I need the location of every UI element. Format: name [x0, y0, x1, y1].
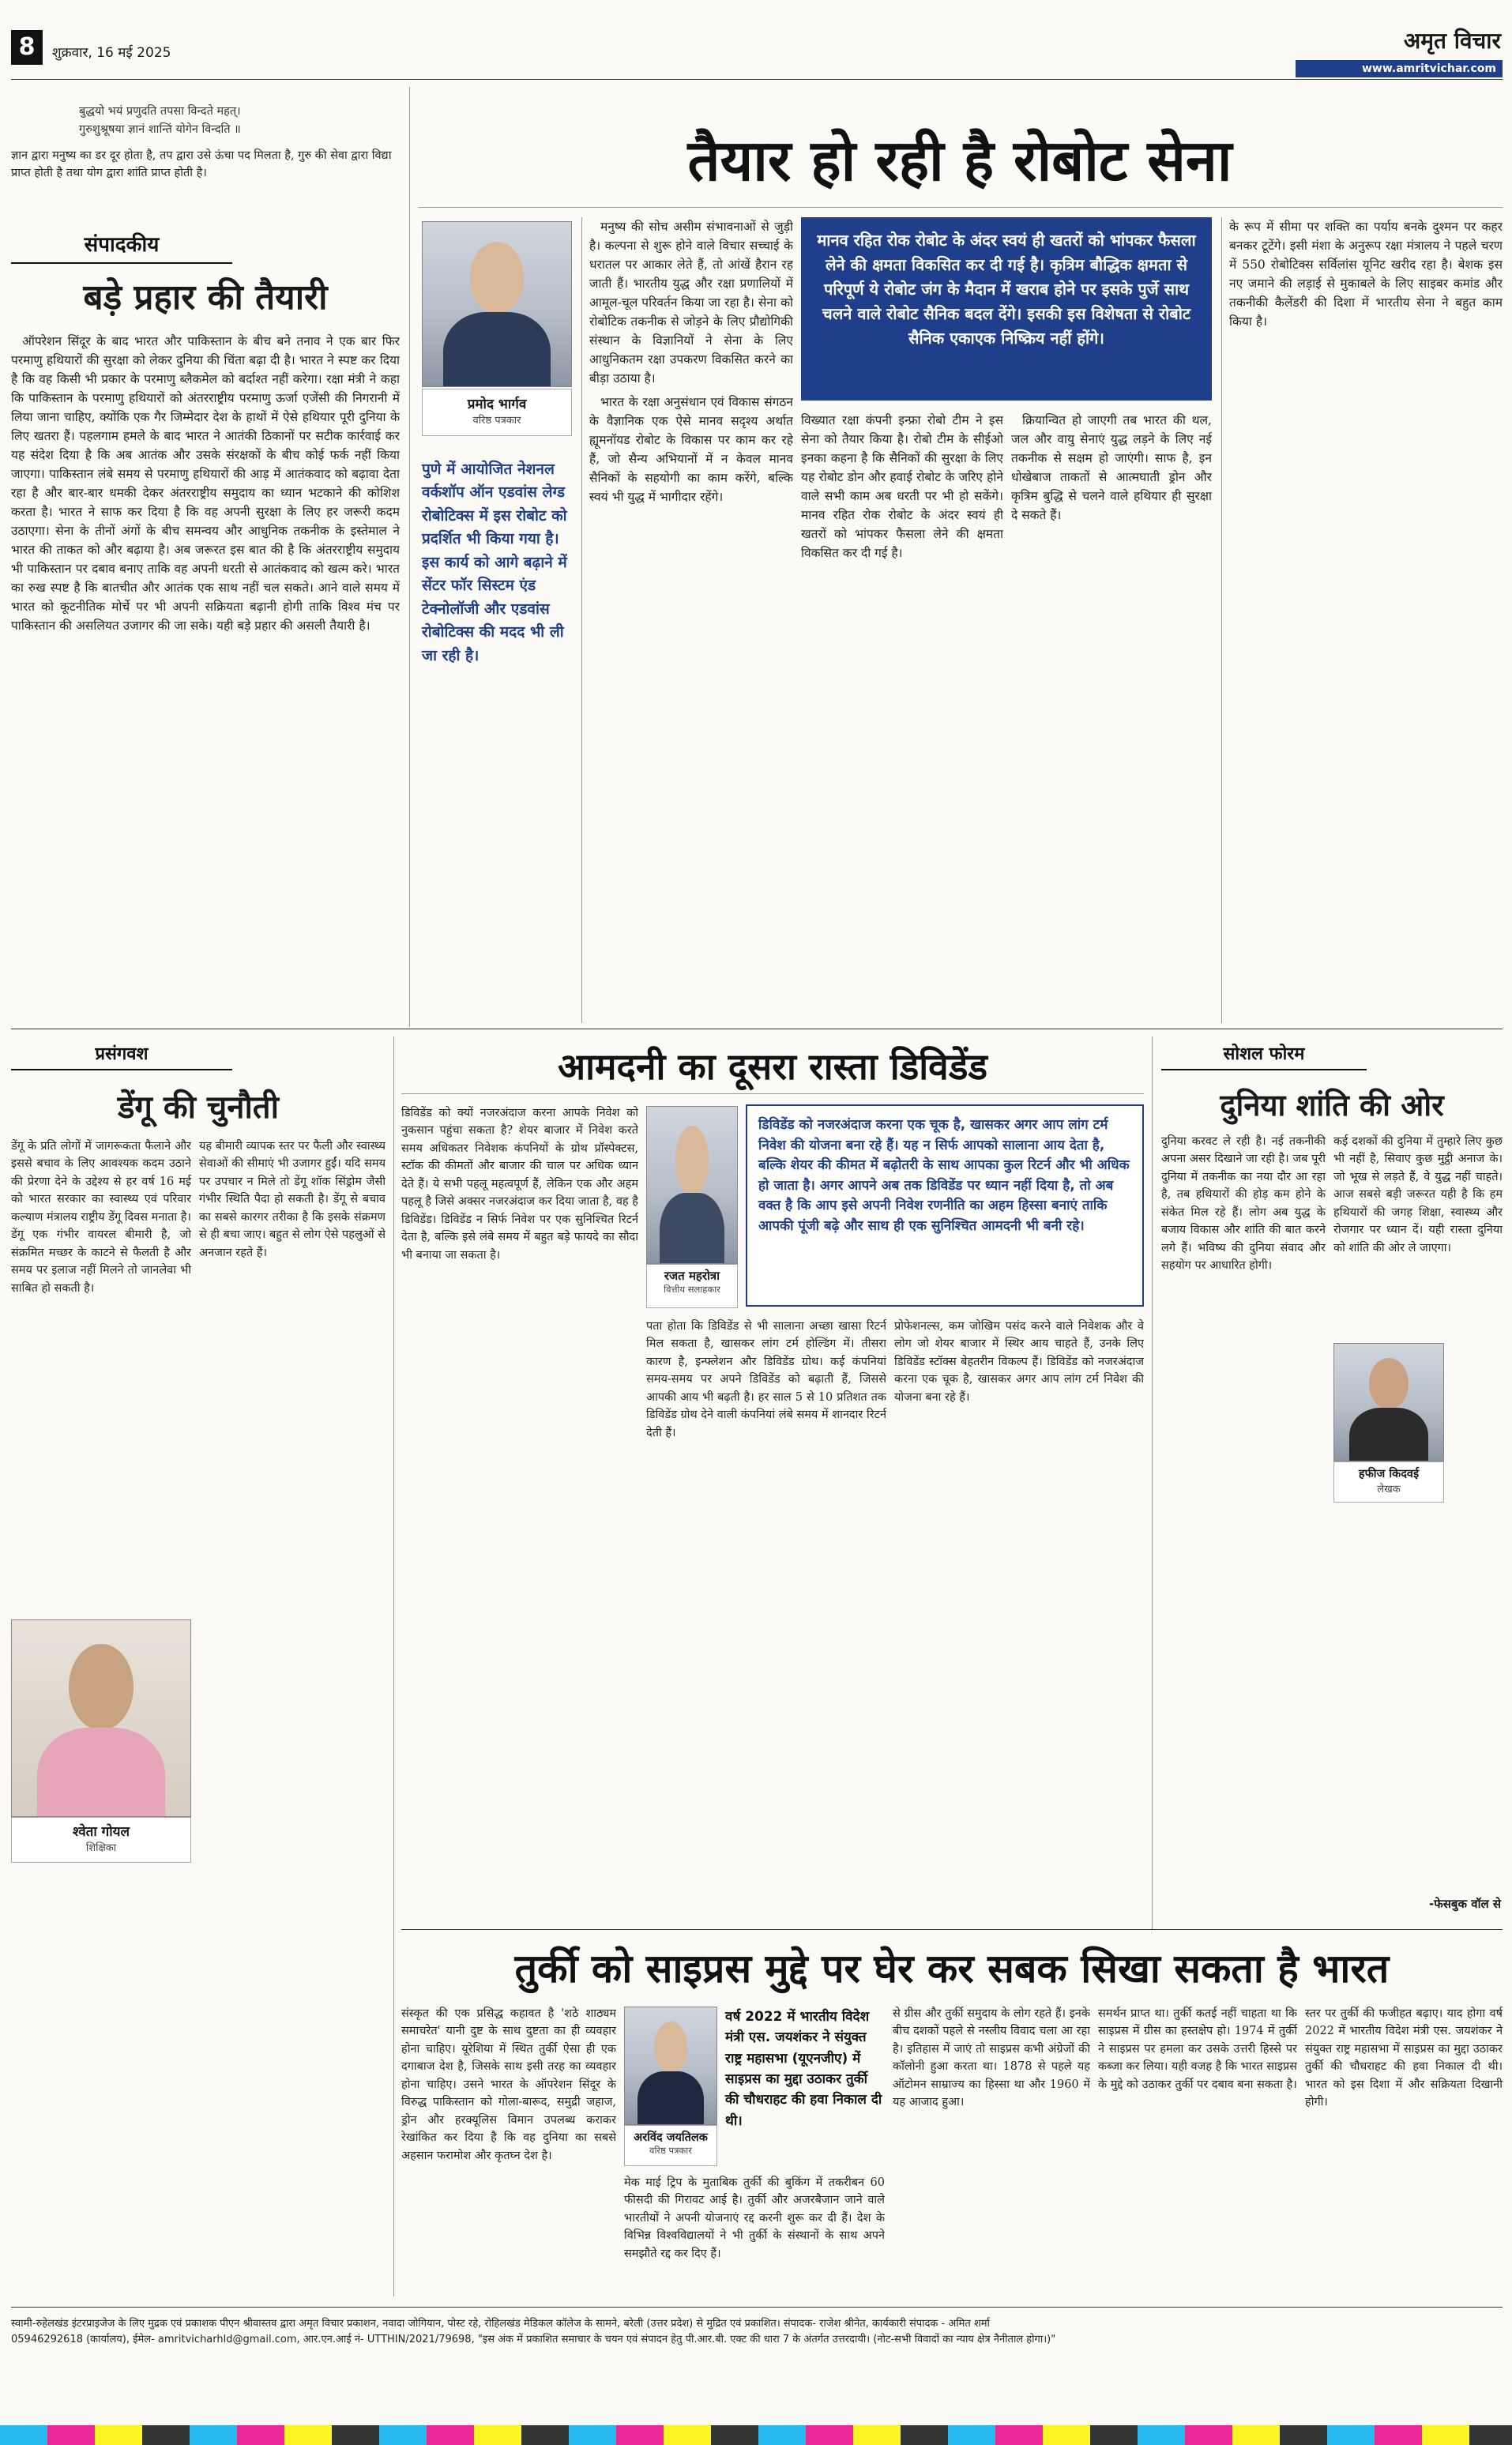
- dengue-tag: प्रसंगवश: [11, 1041, 232, 1070]
- dividend-body-3: प्रोफेशनल्स, कम जोखिम पसंद करने वाले निवेशक और वे लोग जो शेयर बाजार में स्थिर आय चाहते हैं, उनके लिए डिविडेंड स्टॉक्स बेहतरीन विकल्प हैं। डिविडेंड को नजरअंदाज करना एक चूक है, खासकर अगर आप लांग टर्म निवेश की योजना बना रहे हैं।: [894, 1320, 1144, 1404]
- dengue-author-name: श्वेता गोयल: [72, 1824, 130, 1840]
- turkey-author-name: अरविंद जयतिलक: [634, 2131, 708, 2144]
- robot-body-5: के रूप में सीमा पर शक्ति का पर्याय बनके दुश्मन पर कहर बनकर टूटेंगे। इसी मंशा के अनुरूप रक्षा मंत्रालय ने पहले चरण में 550 रोबोटिक्स सर्विलांस यूनिट खरीद रहा है। बेशक इस नए जमाने की लड़ाई से मुकाबले के लिए साइबर कमांड और तकनीकी कैलेंडरी की दिशा में भारतीय सेना ने बहुत काम किया है।: [1229, 220, 1503, 329]
- editorial-headline: बड़े प्रहार की तैयारी: [83, 277, 328, 318]
- robot-body-1-p2: भारत के रक्षा अनुसंधान एवं विकास संगठन के वैज्ञानिक एक ऐसे मानव सदृश्य अर्थात ह्यूमनॉयड रोबोट के विकास पर काम कर रहे हैं, जो सैन्य अभियानों में न केवल मानव सैनिकों के सहयोगी का काम करेंगे, बल्कि स्वयं भी युद्ध में भागीदार रहेंगे।: [589, 395, 793, 505]
- peace-body-2: कई दशकों की दुनिया में तुम्हारे लिए कुछ भी नहीं है, सिवाए कुछ मुट्ठी अनाज के। जो भूख से लड़ते हैं, वे युद्ध नहीं चाहते। आज सबसे बड़ी जरूरत यही है कि हम हथियारों की जगह शिक्षा, स्वास्थ्य और रोजगार पर ध्यान दें। यही रास्ता दुनिया को शांति की ओर ले जाएगा।: [1333, 1135, 1503, 1254]
- dividend-body-2: पता होता कि डिविडेंड से भी सालाना अच्छा खासा रिटर्न मिल सकता है, खासकर लांग टर्म होल्डिंग में। तीसरा कारण है, इन्फ्लेशन और डिविडेंड ग्रोथ। कई कंपनियां समय-समय पर अपने डिविडेंड को बढ़ाती हैं, जिससे आपकी आय भी बढ़ती है। हर साल 5 से 10 प्रतिशत तक डिविडेंड ग्रोथ देने वाली कंपनियां लंबे समय में शानदार रिटर्न देती हैं।: [646, 1320, 886, 1439]
- editorial-body: ऑपरेशन सिंदूर के बाद भारत और पाकिस्तान के बीच बने तनाव ने एक बार फिर परमाणु हथियारों की सुरक्षा को लेकर दुनिया की चिंता बढ़ा दी है। भारत ने स्पष्ट कर दिया है कि वह किसी भी प्रकार के परमाणु ब्लैकमेल को बर्दाश्त नहीं करेगा। रक्षा मंत्री ने कहा कि पाकिस्तान के परमाणु हथियारों को अंतरराष्ट्रीय परमाणु ऊर्जा एजेंसी की निगरानी में लिया जाना चाहिए, क्योंकि एक गैर जिम्मेदार देश के हाथों में ऐसे हथियार पूरी दुनिया के लिए खतरा हैं। पहलगाम हमले के बाद भारत ने आतंकी ठिकानों पर सटीक कार्रवाई कर यह संदेश दिया है कि अब आतंक और उसके संरक्षकों के बीच कोई फर्क नहीं किया जाएगा। पाकिस्तान लंबे समय से परमाणु हथियारों की आड़ में आतंकवाद को बढ़ावा देता रहा है और बार-बार धमकी देकर अंतरराष्ट्रीय समुदाय का ध्यान भटकाने की कोशिश करता है। भारत ने साफ कर दिया है कि वह अपनी सुरक्षा के लिए हर जरूरी कदम उठाएगा। सेना के तीनों अंगों के बीच समन्वय और आधुनिक तकनीक के इस्तेमाल ने भारत की ताकत को और बढ़ाया है। अब जरूरत इस बात की है कि अंतरराष्ट्रीय समुदाय भी पाकिस्तान पर दबाव बनाए ताकि वह अपनी धरती से आतंकवाद को खत्म करे। भारत का रुख स्पष्ट है कि बातचीत और आतंक एक साथ नहीं चल सकते। आने वाले समय में भारत को कूटनीतिक मोर्चे पर भी अपनी सक्रियता बढ़ानी होगी ताकि विश्व मंच पर पाकिस्तान की असलियत उजागर की जा सके। यही बड़े प्रहार की असली तैयारी है।: [11, 334, 400, 634]
- peace-body-1: दुनिया करवट ले रही है। नई तकनीकी अपना असर दिखाने जा रही है। जब पूरी दुनिया में तकनीक का नया दौर आ रहा है, तब हथियारों की होड़ कम होने के संकेत मिल रहे हैं। लोग अब युद्ध के बजाय विकास और शांति की बात करने लगे हैं। भविष्य की दुनिया संवाद और सहयोग पर आधारित होगी।: [1161, 1135, 1326, 1273]
- turkey-headline: तुर्की को साइप्रस मुद्दे पर घेर कर सबक सिखा सकता है भारत: [514, 1946, 1390, 1992]
- robot-author-role: वरिष्ठ पत्रकार: [472, 415, 521, 427]
- footer-imprint: [11, 2316, 1503, 2348]
- editorial-divider: [409, 87, 410, 1027]
- peace-author-name: हफीज किदवई: [1358, 1468, 1420, 1480]
- issue-date: शुक्रवार, 16 मई 2025: [52, 45, 171, 61]
- sanskrit-verse: [79, 103, 340, 139]
- turkey-author-caption: [624, 2125, 717, 2166]
- header-rule: [11, 79, 1503, 80]
- page-header: [0, 0, 1512, 79]
- robot-headline: तैयार हो रही है रोबोट सेना: [687, 127, 1232, 194]
- peace-credit: -फेसबुक वॉल से: [1429, 1897, 1501, 1911]
- robot-body-1: [589, 217, 793, 1015]
- dividend-divider: [1152, 1036, 1153, 1929]
- peace-author-photo: [1333, 1343, 1444, 1461]
- robot-body-3b: [1011, 411, 1212, 1015]
- turkey-body-3: से ग्रीस और तुर्की समुदाय के लोग रहते हैं। इनके बीच दशकों पहले से नस्लीय विवाद चला आ रहा है। इतिहास में जाएं तो साइप्रस कभी अंग्रेजों की कॉलोनी हुआ करता था। 1878 से पहले यह ऑटोमन साम्राज्य का हिस्सा था और 1960 में यह आजाद हुआ।: [893, 2007, 1090, 2109]
- footer-imprint-line: स्वामी-रुहेलखंड इंटरप्राइजेज के लिए मुद्रक एवं प्रकाशक पीएन श्रीवास्तव द्वारा अमृत विचार प्रकाशन, नवादा जोगियान, पोस्ट रहे, रोहिलखंड मेडिकल कॉलेज के सामने, बरेली (उत्तर प्रदेश) से मुद्रित एवं प्रकाशित। संपादक- राजेश श्रीनेत, कार्यकारी संपादक - अमित शर्मा: [11, 2318, 990, 2330]
- dividend-author-photo: [646, 1106, 738, 1264]
- turkey-body-5: स्तर पर तुर्की की फजीहत बढ़ाए। याद होगा वर्ष 2022 में भारतीय विदेश मंत्री एस. जयशंकर ने संयुक्त राष्ट्र महासभा में साइप्रस का मुद्दा उठाकर तुर्की की चौधराहट की हवा निकाल दी थी। भारत को इस दिशा में और सक्रियता दिखानी होगी।: [1305, 2007, 1503, 2109]
- peace-body-2-cont: [1333, 1509, 1503, 1888]
- robot-headline-rule: [419, 207, 1503, 208]
- dengue-author-caption: [11, 1817, 191, 1863]
- robot-pull-quote-left: पुणे में आयोजित नेशनल वर्कशॉप ऑन एडवांस लेग्ड रोबोटिक्स में इस रोबोट को प्रदर्शित भी किया गया है। इस कार्य को आगे बढ़ाने में सेंटर फॉर सिस्टम एंड टेक्नोलॉजी और एडवांस रोबोटिक्स की मदद भी ली जा रही है।: [422, 461, 567, 664]
- footer-rule: [11, 2307, 1503, 2308]
- section-rule-2: [401, 1929, 1503, 1930]
- masthead-logo: अमृत विचार: [1403, 28, 1501, 54]
- dengue-body-1: डेंगू के प्रति लोगों में जागरूकता फैलाने और इससे बचाव के लिए आवश्यक कदम उठाने की प्रेरणा देने के उद्देश्य से हर वर्ष 16 मई को भारत सरकार का स्वास्थ्य एवं परिवार कल्याण मंत्रालय राष्ट्रीय डेंगू दिवस मनाता है। डेंगू एक गंभीर वायरल बीमारी है, जो संक्रमित मच्छर के काटने से फैलती है और समय पर इलाज नहीं मिलने तो जानलेवा भी साबित हो सकती है।: [11, 1140, 191, 1295]
- sanskrit-meaning: ज्ञान द्वारा मनुष्य का डर दूर होता है, तप द्वारा उसे ऊंचा पद मिलता है, गुरु की सेवा द्वारा विद्या प्राप्त होती है तथा योग द्वारा शांति प्राप्त होती है।: [11, 149, 392, 180]
- robot-body-3b-p: क्रियान्वित हो जाएगी तब भारत की थल, जल और वायु सेनाएं युद्ध लड़ने के लिए नई तकनीक से सक्षम हो जाएंगी। साफ है, इन धोखेबाज ताकतों से आत्मघाती ड्रोन और कृत्रिम बुद्धि से चलने वाले हथियार ही सुरक्षा दे सकते हैं।: [1011, 413, 1212, 523]
- turkey-body-1: संस्कृत की एक प्रसिद्ध कहावत है 'शठे शाठ्यम समाचरेत' यानी दुष्ट के साथ दुष्टता का ही व्यवहार होना चाहिए। यूरेशिया में स्थित तुर्की ऐसा ही एक दगाबाज देश है, जिसके साथ इसी तरह का व्यवहार होना चाहिए। उसने भारत के ऑपरेशन सिंदूर के विरुद्ध पाकिस्तान को गोला-बारूद, समुद्री जहाज, ड्रोन और हरक्यूलिस विमान उपलब्ध कराकर रेखांकित कर दिया है कि वह दुनिया का सबसे अहसान फरामोश और कृतघ्न देश है।: [401, 2007, 616, 2162]
- peace-author-role: लेखक: [1377, 1484, 1401, 1495]
- editorial-tag: संपादकीय: [11, 229, 232, 264]
- robot-body-3: विख्यात रक्षा कंपनी इन्फ्रा रोबो टीम ने इस सेना को तैयार किया है। रोबो टीम के सीईओ इनका कहना है कि सैनिकों की सुरक्षा के लिए यह रोबोट डोन और हवाई रोबोट के जरिए होने वाले सभी काम अब धरती पर भी हो सकेंगे। मानव रहित रोक रोबोट के अंदर स्वयं ही खतरों को भांपकर फैसला लेने की क्षमता विकसित कर दी गई है।: [801, 413, 1003, 561]
- peace-headline: दुनिया शांति की ओर: [1220, 1088, 1444, 1123]
- page-number: 8: [18, 33, 36, 61]
- turkey-author-photo: [624, 2007, 717, 2125]
- turkey-pull-quote: वर्ष 2022 में भारतीय विदेश मंत्री एस. जयशंकर ने संयुक्त राष्ट्र महासभा (यूएनजीए) में साइप्रस का मुद्दा उठाकर तुर्की की चौधराहट की हवा निकाल दी थी।: [725, 2009, 882, 2129]
- dividend-body-1: डिविडेंड को क्यों नजरअंदाज करना आपके निवेश को नुकसान पहुंचा सकता है? शेयर बाजार में निवेश करते समय अधिकतर निवेशक कंपनियों के ग्रोथ प्रॉस्पेक्टस, स्टॉक की कीमतों और बाजार की चाल पर अधिक ध्यान देते हैं। ये सभी पहलू महत्वपूर्ण हैं, लेकिन एक और अहम पहलू है जिसे अक्सर नजरअंदाज कर दिया जाता है, वह है डिविडेंड। डिविडेंड न सिर्फ निवेश पर एक सुनिश्चित रिटर्न देता है, बल्कि इसे लंबे समय में बहुत बड़े फायदे का सौदा भी बनाया जा सकता है।: [401, 1107, 638, 1262]
- dividend-headline-rule: [401, 1093, 1144, 1094]
- peace-tag: सोशल फोरम: [1161, 1041, 1367, 1070]
- website-link[interactable]: www.amritvichar.com: [1296, 60, 1503, 77]
- turkey-body-4: समर्थन प्राप्त था। तुर्की कतई नहीं चाहता था कि साइप्रस में ग्रीस का हस्तक्षेप हो। 1974 में तुर्की ने साइप्रस पर हमला कर उसके उत्तरी हिस्से पर कब्जा कर लिया। यही वजह है कि भारत साइप्रस के मुद्दे को उठाकर तुर्की पर दबाव बना सकता है।: [1098, 2007, 1297, 2091]
- dengue-divider: [393, 1036, 394, 2296]
- dengue-headline: डेंगू की चुनौती: [118, 1089, 279, 1126]
- robot-divider-2: [1221, 217, 1222, 1023]
- sanskrit-line-2: गुरुशुश्रूषया ज्ञानं शान्तिं योगेन विन्दति ॥: [79, 123, 241, 137]
- robot-body-1-p1: मनुष्य की सोच असीम संभावनाओं से जुड़ी है। कल्पना से शुरू होने वाले विचार सच्चाई के धरातल पर आकार लेते हैं, तो आंखें हैरान रह जाती हैं। भारतीय युद्ध और रक्षा प्रणालियों में आमूल-चूल परिवर्तन किया जा रहा है। सेना को रोबोटिक तकनीक से जोड़ने के लिए प्रौद्योगिकी संस्थान के विज्ञानियों ने सेना के लिए आधुनिकतम रक्षा उपकरण विकसित करने का बीड़ा उठाया है।: [589, 220, 793, 386]
- robot-author-name: प्रमोद भार्गव: [467, 397, 527, 412]
- turkey-body-2-span: मेक माई ट्रिप के मुताबिक तुर्की की बुकिंग में तकरीबन 60 फीसदी की गिरावट आई है। तुर्की और अजरबैजान जाने वाले भारतीयों ने अपनी योजनाएं रद्द करनी शुरू कर दी हैं। देश के विभिन्न विश्वविद्यालयों ने भी तुर्की के संस्थानों के साथ अपने समझौते रद्द कर दिए हैं।: [624, 2176, 885, 2260]
- robot-author-caption: [422, 389, 572, 436]
- turkey-body-2-text: [624, 2174, 885, 2297]
- dengue-author-photo: [11, 1619, 191, 1817]
- robot-author-photo: [422, 221, 572, 387]
- peace-author-caption: [1333, 1461, 1444, 1503]
- dividend-author-caption: [646, 1264, 738, 1308]
- robot-pull-quote-center: मानव रहित रोक रोबोट के अंदर स्वयं ही खतरों को भांपकर फैसला लेने की क्षमता विकसित कर दी गई है। कृत्रिम बौद्धिक क्षमता से परिपूर्ण ये रोबोट जंग के मैदान में खराब होने पर इसके पुर्जे साथ चलने वाले रोबोट सैनिक बदल देंगे। इसकी इस विशेषता से रोबोट सैनिक एकाएक निष्क्रिय नहीं होंगे।: [801, 217, 1212, 401]
- turkey-author-role: वरिष्ठ पत्रकार: [649, 2145, 692, 2156]
- page-number-badge: [11, 30, 43, 65]
- robot-divider-1: [581, 217, 582, 1023]
- dividend-author-name: रजत महरोत्रा: [664, 1269, 720, 1283]
- dividend-pull-quote: डिविडेंड को नजरअंदाज करना एक चूक है, खासकर अगर आप लांग टर्म निवेश की योजना बना रहे हैं। यह न सिर्फ आपको सालाना आय देता है, बल्कि शेयर की कीमत में बढ़ोतरी के साथ आपका कुल रिटर्न और भी अधिक हो जाता है। अगर आपने अब तक डिविडेंड पर ध्यान नहीं दिया है, तो अब वक्त है कि आप इसे अपनी निवेश रणनीति का अहम हिस्सा बनाएं ताकि आपकी पूंजी बढ़े और साथ ही एक सुनिश्चित आमदनी भी बनी रहे।: [746, 1104, 1144, 1307]
- dengue-body-2: यह बीमारी व्यापक स्तर पर फैली और स्वास्थ्य सेवाओं की सीमाएं भी उजागर हुईं। यदि समय पर उपचार न मिले तो डेंगू शॉक सिंड्रोम जैसी गंभीर स्थिति पैदा हो सकती है। डेंगू से बचाव का सबसे कारगर तरीका है कि इसके संक्रमण से ही बचा जाए। बहुत से लोग ऐसे पहलुओं से अनजान रहते हैं।: [199, 1140, 386, 1259]
- dividend-headline: आमदनी का दूसरा रास्ता डिविडेंड: [558, 1045, 987, 1088]
- dengue-body-1-cont: [11, 1874, 191, 2295]
- dividend-author-role: वित्तीय सलाहकार: [664, 1284, 720, 1295]
- footer-contact-line: 05946292618 (कार्यालय), ईमेल- amritvicharhld@gmail.com, आर.एन.आई नं- UTTHIN/2021/79698, "इस अंक में प्रकाशित समाचार के चयन एवं संपादन हेतु पी.आर.बी. एक्ट की धारा 7 के अंतर्गत उत्तरदायी। (नोट-सभी विवादों का न्याय क्षेत्र नैनीताल होगा।)": [11, 2334, 1056, 2346]
- registration-bar: [0, 2425, 1512, 2445]
- sanskrit-line-1: बुद्धयो भयं प्रणुदति तपसा विन्दते महत्।: [79, 105, 241, 118]
- dengue-author-role: शिक्षिका: [85, 1842, 117, 1854]
